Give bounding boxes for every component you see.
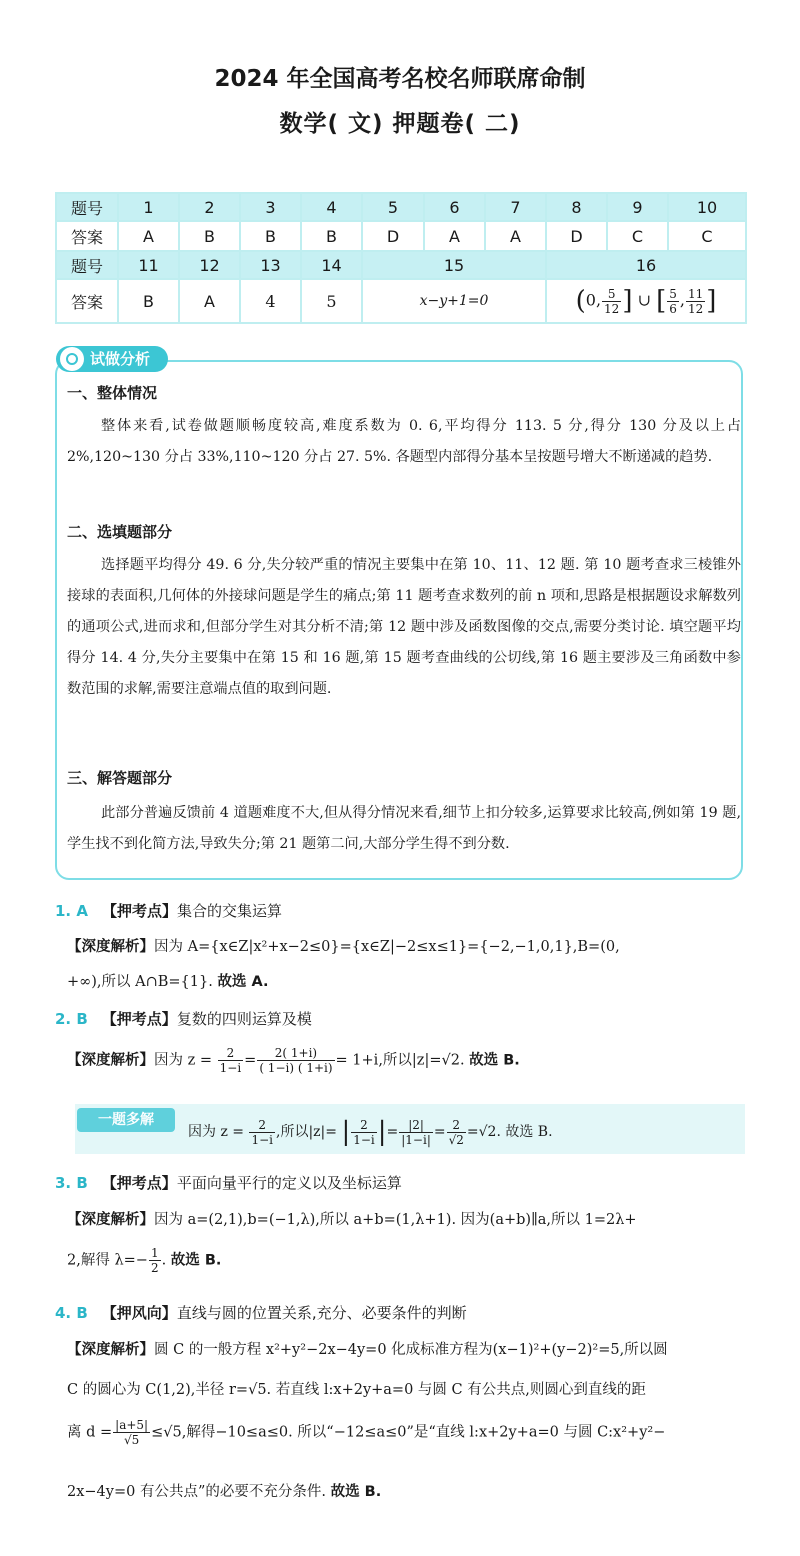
table-label: 答案 [56,279,118,323]
fraction: $\frac{|2|}{|1-i|}$ [401,1117,431,1147]
table-cell: D [546,221,607,251]
table-cell: 5 [301,279,362,323]
table-cell: D [362,221,424,251]
table-cell: A [118,221,179,251]
table-cell: 9 [607,193,668,221]
table-cell: A [485,221,546,251]
solution-text: 因为 a=(2,1),b=(−1,λ),所以 a+b=(1,λ+1). 因为(a+b)∥a,所以 1=2λ+ [154,1212,637,1228]
section-heading-choice: 二、选填题部分 [67,523,173,541]
deep-analysis-label: 【深度解析】 [67,1052,154,1069]
fraction: $\frac{5}{6}$ [669,286,677,316]
question-number: 3. B [55,1174,88,1192]
table-cell: 13 [240,251,301,279]
fraction: $\frac{2( 1+i)}{( 1-i) ( 1+i)}$ [259,1046,333,1075]
question-topic: 直线与圆的位置关系,充分、必要条件的判断 [176,1304,467,1322]
question-2-header [55,1008,312,1029]
answer-table-row-qnum-2 [56,251,746,279]
analysis-tag-label: 试做分析 [90,350,151,368]
question-4-line-3: 离 d = $\frac{|a+5|}{√5}$ ≤√5,解得−10≤a≤0. 所以“−12≤a≤0”是“直线 l:x+2y+a=0 与圆 C:x²+y²− [67,1418,666,1447]
table-cell: B [240,221,301,251]
fraction: $\frac{1}{2}$ [150,1246,159,1275]
question-4-line-4: 2x−4y=0 有公共点”的必要不充分条件. 故选 B. [67,1484,382,1500]
solution-text: = 1+i,所以|z|=√2. [335,1052,465,1069]
deep-analysis-label: 【深度解析】 [67,939,154,955]
deep-analysis-label: 【深度解析】 [67,1212,154,1228]
section-body-overall: 整体来看,试卷做题顺畅度较高,难度系数为 0. 6,平均得分 113. 5 分,得分 130 分及以上占 2%,120~130 分占 33%,110~120 分占 27. 5%. 各题型内部得分基本呈按题号增大不断递减的趋势. [67,418,741,465]
table-cell: 11 [118,251,179,279]
question-1-header [55,900,282,921]
solution-text: +∞),所以 A∩B={1}. [67,974,213,990]
table-cell: 3 [240,193,301,221]
question-4-line-2: C 的圆心为 C(1,2),半径 r=√5. 若直线 l:x+2y+a=0 与圆 C 有公共点,则圆心到直线的距 [67,1382,646,1398]
deep-analysis-label: 【深度解析】 [67,1342,154,1358]
fraction: $\frac{2}{1-i}$ [251,1117,273,1147]
section-heading-overall: 一、整体情况 [67,384,158,402]
section-body-choice: 选择题平均得分 49. 6 分,失分较严重的情况主要集中在第 10、11、12 题. 第 10 题考查求三棱锥外接球的表面积,几何体的外接球问题是学生的痛点;第 11 题考查求数列的前 n 项和,思路是根据题设求解数列的通项公式,进而求和,但部分学生对其分析不清;第 12 题中涉及函数图像的交点,需要分类讨论. 填空题平均得分 14. 4 分,失分主要集中在第 15 和 16 题,第 15 题考查曲线的公切线,第 16 题主要涉及三角函数中参数范围的求解,需要注意端点值的取到问题. [67,557,741,697]
fraction: $\frac{2}{1-i}$ [219,1046,242,1075]
table-cell: 10 [668,193,746,221]
table-cell: 14 [301,251,362,279]
solution-text: 圆 C 的一般方程 x²+y²−2x−4y=0 化成标准方程为(x−1)²+(y−2)²=5,所以圆 [154,1342,668,1358]
question-tag: 【押考点】 [101,1010,177,1028]
solution-text: 因为 z = [154,1052,213,1069]
final-answer: 故选 B. [469,1052,520,1069]
question-tag: 【押考点】 [101,1174,177,1192]
question-4-header [55,1302,467,1323]
question-3-line-2: 2,解得 λ=− $\frac{1}{2}$ . 故选 B. [67,1246,222,1275]
alt-solution-text: 因为 z = $\frac{2}{1-i}$ ,所以|z|= | $\frac{2}{1-i}$ |= $\frac{|2|}{|1-i|}$ = $\frac{2}{√2}$ =√2. 故选 B. [188,1117,553,1147]
fraction: $\frac{|a+5|}{√5}$ [115,1418,149,1447]
bracket: ( [575,286,586,316]
bracket: ] [706,286,717,316]
question-topic: 集合的交集运算 [176,902,282,920]
question-4-line-1 [67,1338,668,1359]
target-icon [60,347,84,371]
bracket: [ [656,286,667,316]
table-cell: 1 [118,193,179,221]
solution-text: 因为 A={x∈Z|x²+x−2≤0}={x∈Z|−2≤x≤1}={−2,−1,0,1},B=(0, [154,939,620,955]
table-cell: 6 [424,193,485,221]
table-cell: 5 [362,193,424,221]
question-2-line-1: 【深度解析】因为 z = $\frac{2}{1-i}$ = $\frac{2( 1+i)}{( 1-i) ( 1+i)}$ = 1+i,所以|z|=√2. 故选 B. [67,1046,520,1075]
answer-table [55,192,747,324]
table-cell: B [179,221,240,251]
table-label: 题号 [56,193,118,221]
final-answer: 故选 B. [170,1252,222,1269]
section-body-solution: 此部分普遍反馈前 4 道题难度不大,但从得分情况来看,细节上扣分较多,运算要求比较高,例如第 19 题,学生找不到化简方法,导致失分;第 21 题第二问,大部分学生得不到分数. [67,805,741,852]
table-cell: C [668,221,746,251]
analysis-tag [56,346,168,372]
table-cell: A [424,221,485,251]
table-cell: C [607,221,668,251]
question-topic: 复数的四则运算及模 [176,1010,312,1028]
table-cell: 4 [240,279,301,323]
table-cell: 12 [179,251,240,279]
table-cell: B [301,221,362,251]
alt-solution-tag: 一题多解 [77,1108,175,1132]
table-cell-q16: (0, $\frac{5}{12}$ ] ∪ [ $\frac{5}{6}$ , $\frac{11}{12}$ ] [546,279,746,323]
table-label: 答案 [56,221,118,251]
section-heading-solution: 三、解答题部分 [67,769,173,787]
answer-table-row-qnum-1 [56,193,746,221]
table-cell-q15: x−y+1=0 [362,279,546,323]
question-number: 4. B [55,1304,88,1322]
question-tag: 【押风向】 [101,1304,177,1322]
table-label: 题号 [56,251,118,279]
exam-title-line2: 数学( 文) 押题卷( 二) [279,111,521,137]
fraction: $\frac{5}{12}$ [604,286,620,316]
table-cell: 2 [179,193,240,221]
table-cell: 7 [485,193,546,221]
question-3-header [55,1172,402,1193]
answer-table-row-answer-2 [56,279,746,323]
final-answer: 故选 A. [217,974,269,990]
question-1-line-1 [67,935,620,956]
question-number: 2. B [55,1010,88,1028]
question-1-line-2 [67,970,269,991]
table-cell: 4 [301,193,362,221]
union-symbol: ∪ [637,290,651,310]
fraction: $\frac{11}{12}$ [687,286,704,316]
final-answer: 故选 B. [330,1484,382,1500]
math-term: 0 [585,290,596,310]
table-cell: A [179,279,240,323]
table-cell: 8 [546,193,607,221]
table-cell: 15 [362,251,546,279]
table-cell: B [118,279,179,323]
exam-title-line1: 2024 年全国高考名校名师联席命制 [214,66,586,92]
fraction: $\frac{2}{√2}$ [448,1117,464,1147]
answer-table-row-answer-1 [56,221,746,251]
question-3-line-1 [67,1208,637,1229]
table-cell: 16 [546,251,746,279]
question-number: 1. A [55,902,88,920]
fraction: $\frac{2}{1-i}$ [353,1117,375,1147]
question-tag: 【押考点】 [101,902,177,920]
question-topic: 平面向量平行的定义以及坐标运算 [176,1174,402,1192]
